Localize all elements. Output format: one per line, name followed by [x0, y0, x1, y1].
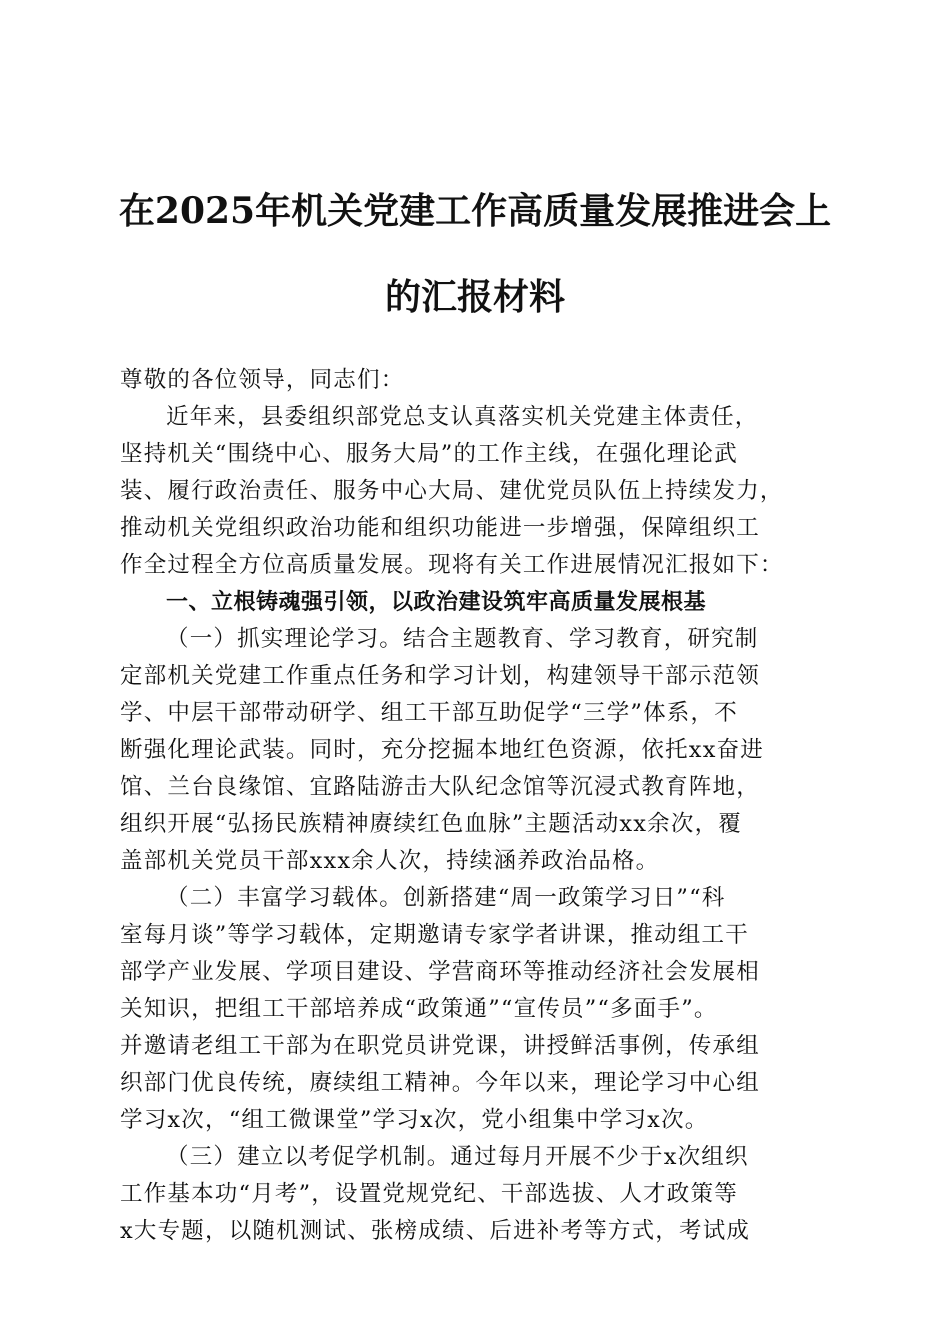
paragraph-line: 盖部机关党员干部xxx余人次，持续涵养政治品格。 — [120, 848, 660, 874]
paragraph-line: x大专题，以随机测试、张榜成绩、后进补考等方式，考试成 — [120, 1218, 751, 1244]
paragraph-line: 学、中层干部带动研学、组工干部互助促学“三学”体系，不 — [120, 700, 738, 726]
paragraph-line: 室每月谈”等学习载体，定期邀请专家学者讲课，推动组工干 — [120, 922, 749, 948]
paragraph-line: 学习x次，“组工微课堂”学习x次，党小组集中学习x次。 — [120, 1107, 709, 1133]
paragraph-line: 定部机关党建工作重点任务和学习计划，构建领导干部示范领 — [120, 663, 760, 689]
paragraph-line: （一）抓实理论学习。结合主题教育、学习教育，研究制 — [166, 626, 759, 652]
paragraph-line: （三）建立以考促学机制。通过每月开展不少于x次组织 — [166, 1144, 749, 1170]
document-title — [110, 168, 840, 340]
paragraph-line: 组织开展“弘扬民族精神赓续红色血脉”主题活动xx余次，覆 — [120, 811, 742, 837]
paragraph-line: 作全过程全方位高质量发展。现将有关工作进展情况汇报如下： — [120, 552, 784, 578]
title-line-1: 在2025年机关党建工作高质量发展推进会上 — [118, 190, 832, 232]
paragraph-line: 近年来，县委组织部党总支认真落实机关党建主体责任， — [166, 404, 759, 430]
paragraph-line: 断强化理论武装。同时，充分挖掘本地红色资源，依托xx奋进 — [120, 737, 764, 763]
paragraph-line: 装、履行政治责任、服务中心大局、建优党员队伍上持续发力， — [120, 478, 784, 504]
document-body — [120, 362, 828, 1250]
paragraph-line: 工作基本功“月考”，设置党规党纪、干部选拔、人才政策等 — [120, 1181, 738, 1207]
title-line-2: 的汇报材料 — [384, 276, 565, 318]
salutation: 尊敬的各位领导，同志们： — [120, 367, 405, 393]
paragraph-line: 织部门优良传统，赓续组工精神。今年以来，理论学习中心组 — [120, 1070, 760, 1096]
paragraph-line: 关知识，把组工干部培养成“政策通”“宣传员”“多面手”。 — [120, 996, 718, 1022]
paragraph-line: 并邀请老组工干部为在职党员讲党课，讲授鲜活事例，传承组 — [120, 1033, 760, 1059]
paragraph-line: 馆、兰台良缘馆、宜路陆游击大队纪念馆等沉浸式教育阵地， — [120, 774, 760, 800]
paragraph-line: （二）丰富学习载体。创新搭建“周一政策学习日”“科 — [166, 885, 726, 911]
paragraph-line: 推动机关党组织政治功能和组织功能进一步增强，保障组织工 — [120, 515, 760, 541]
paragraph-line: 部学产业发展、学项目建设、学营商环等推动经济社会发展相 — [120, 959, 760, 985]
paragraph-line: 坚持机关“围绕中心、服务大局”的工作主线，在强化理论武 — [120, 441, 738, 467]
section-heading: 一、立根铸魂强引领，以政治建设筑牢高质量发展根基 — [166, 590, 707, 615]
